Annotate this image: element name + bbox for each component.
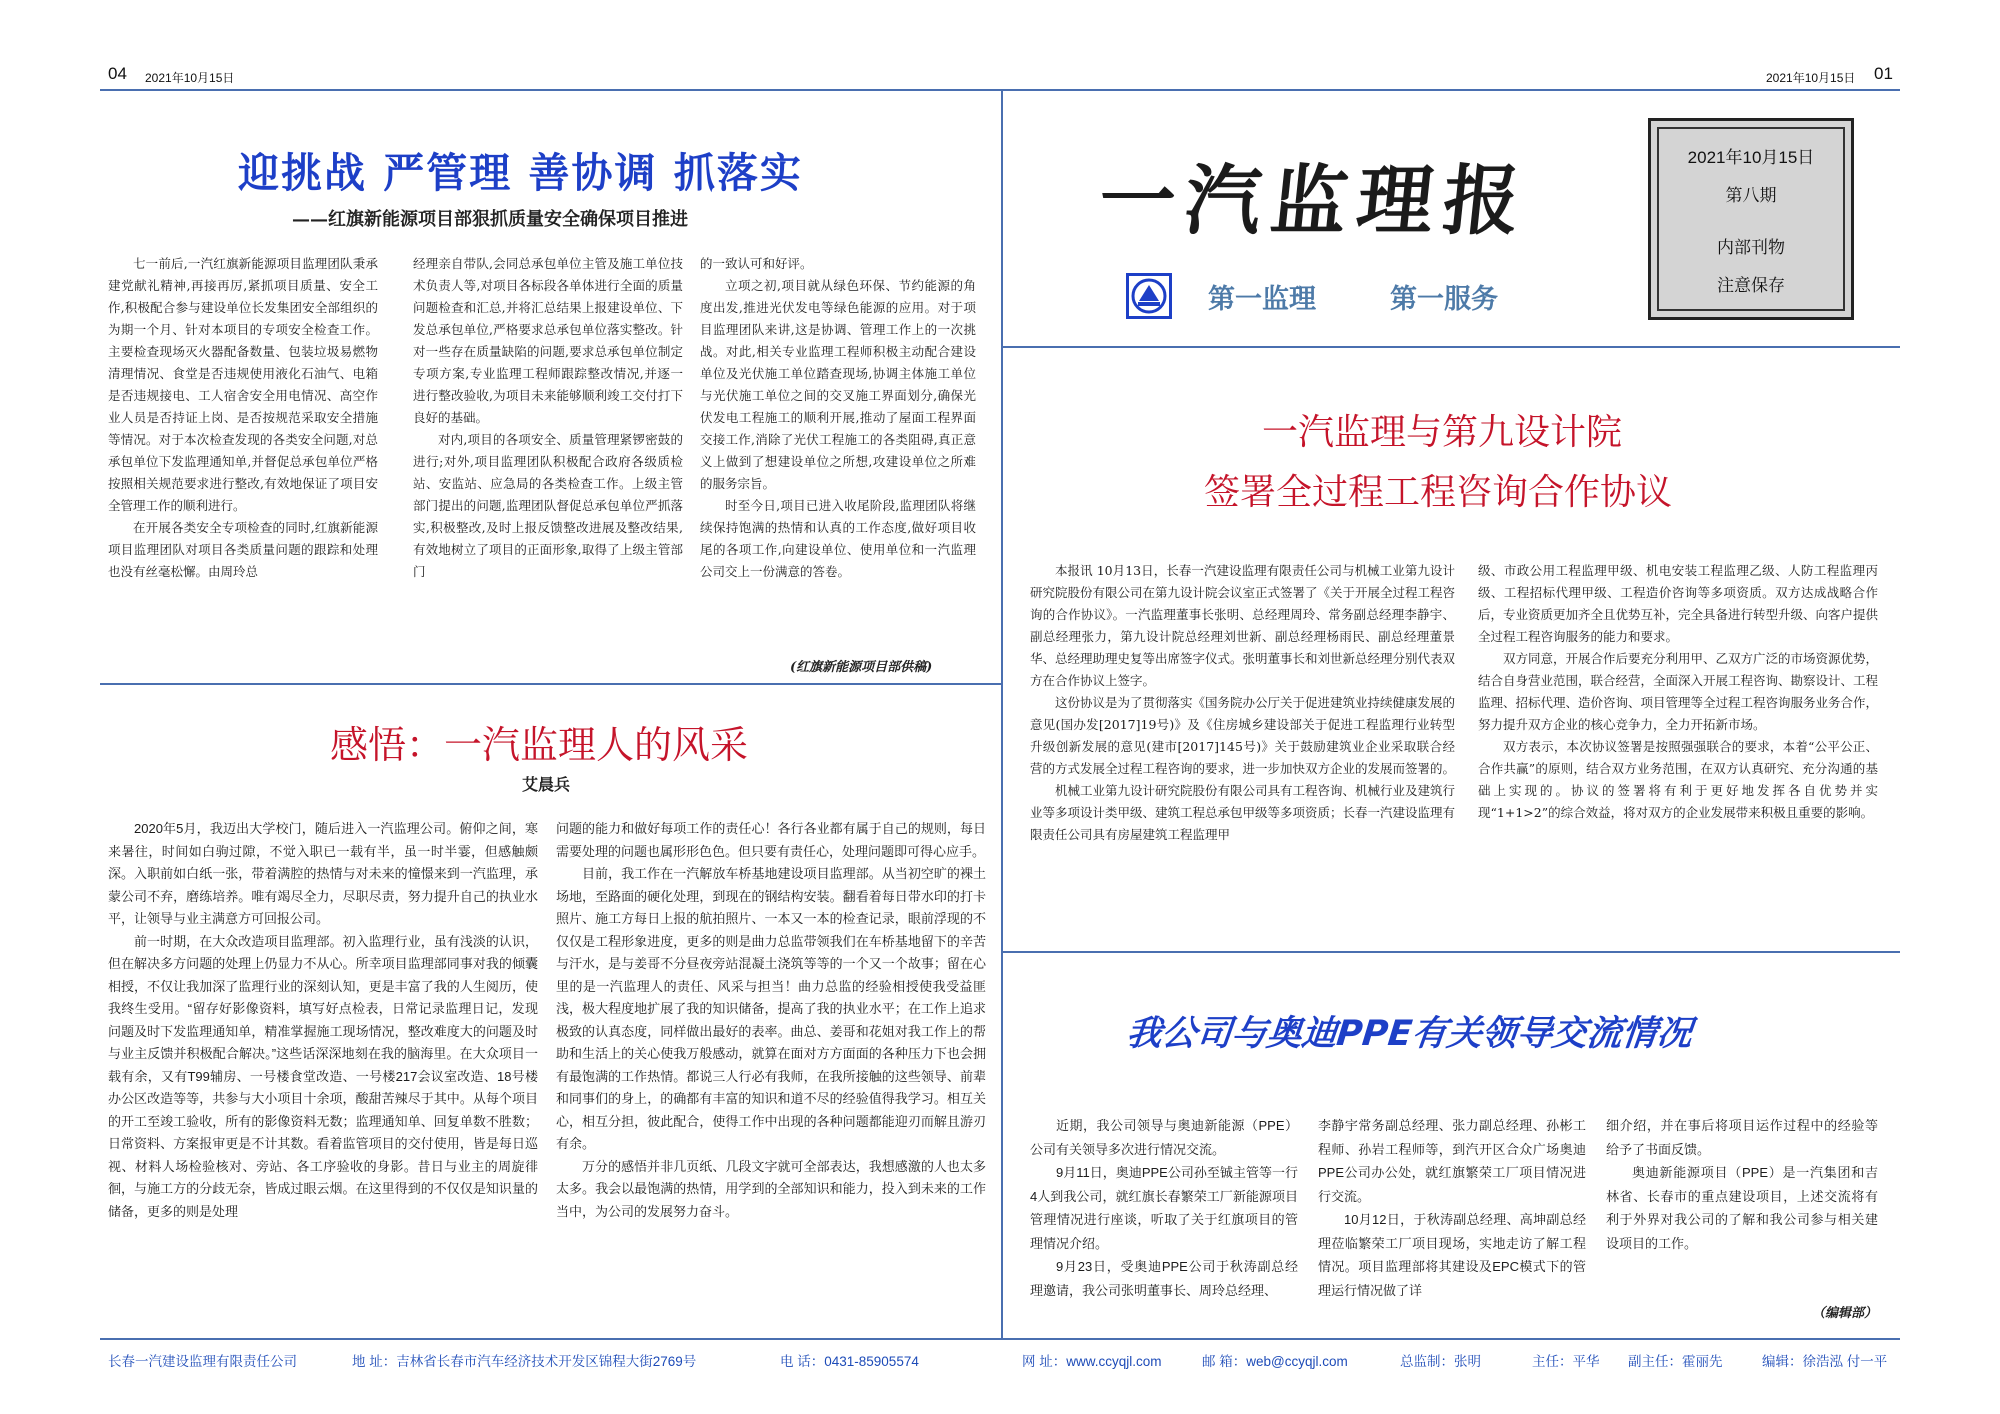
- footer-deputy-director: 副主任：霍丽先: [1628, 1354, 1723, 1369]
- keep-notice: 注意保存: [1717, 276, 1785, 295]
- footer-company: 长春一汽建设监理有限责任公司: [108, 1354, 297, 1369]
- article1-credit: (红旗新能源项目部供稿): [790, 660, 933, 675]
- footer-website: 网 址：www.ccyqjl.com: [1022, 1354, 1162, 1369]
- article4-paragraph: 细介绍，并在事后将项目运作过程中的经验等给予了书面反馈。: [1606, 1118, 1878, 1157]
- article1-paragraph: 经理亲自带队,会同总承包单位主管及施工单位技术负责人等,对项目各标段各单体进行全面的质量问题检查和汇总,并将汇总结果上报建设单位、下发总承包单位,严格要求总承包单位落实整改。针对一些存在质量缺陷的问题,要求总承包单位制定专项方案,专业监理工程师跟踪整改情况,并逐一进行整改验收,为项目未来能够顺利竣工交付打下良好的基础。: [413, 256, 683, 425]
- top-rule: [100, 89, 1900, 91]
- left-header-date: 2021年10月15日: [145, 71, 235, 85]
- article4-column-1: [1030, 1114, 1298, 1302]
- article3-paragraph: 机械工业第九设计研究院股份有限公司具有工程咨询、机械行业及建筑行业等多项设计类甲级、建筑工程总承包甲级等多项资质；长春一汽建设监理有限责任公司具有房屋建筑工程监理甲: [1030, 783, 1456, 842]
- article2-column-2: [556, 818, 986, 1223]
- article2-column-1: [108, 818, 538, 1223]
- article1-paragraph: 在开展各类安全专项检查的同时,红旗新能源项目监理团队对项目各类质量问题的跟踪和处理也没有丝毫松懈。由周玲总: [108, 520, 378, 579]
- slogan-1: 第一监理: [1208, 284, 1316, 315]
- article4-column-2: [1318, 1114, 1586, 1302]
- article3-paragraph: 双方表示，本次协议签署是按照强强联合的要求，本着“公平公正、合作共赢”的原则，结合双方业务范围，在双方认真研究、充分沟通的基础上实现的。协议的签署将有利于更好地发挥各自优势并实现“1+1>2”的综合效益，将对双方的企业发展带来积极且重要的影响。: [1478, 739, 1878, 820]
- article2-paragraph: 前一时期，在大众改造项目监理部。初入监理行业，虽有浅淡的认识，但在解决多方问题的处理上仍显力不从心。所幸项目监理部同事对我的倾囊相授，不仅让我加深了监理行业的深刻认知，更是丰富了我的人生阅历，使我终生受用。“留存好影像资料，填写好点检表，日常记录监理日记，发现问题及时下发监理通知单，精准掌握施工现场情况，整改难度大的问题及时与业主反馈并积极配合解决。”这些话深深地刻在我的脑海里。在大众项目一载有余，又有T99辅房、一号楼食堂改造、一号楼217会议室改造、18号楼办公区改造等等，共参与大小项目十余项，酸甜苦辣尽于其中。从每个项目的开工至竣工验收，所有的影像资料无数；监理通知单、回复单数不胜数；日常资料、方案报审更是不计其数。看着监管项目的交付使用，皆是每日巡视、材料人场检验核对、旁站、各工序验收的身影。昔日与业主的周旋徘徊，与施工方的分歧无奈，皆成过眼云烟。在这里得到的不仅仅是知识量的储备，更多的则是处理: [108, 933, 538, 1219]
- article1-column-3: [700, 253, 976, 583]
- article3-column-2: [1478, 560, 1878, 824]
- publication-type: 内部刊物: [1717, 238, 1785, 257]
- newspaper-masthead: 一汽监理报: [1094, 156, 1535, 245]
- footer-editors: 编辑：徐浩泓 付一平: [1762, 1354, 1888, 1369]
- article3-column-1: [1030, 560, 1455, 846]
- article1-paragraph: 七一前后,一汽红旗新能源项目监理团队秉承建党献礼精神,再接再厉,紧抓项目质量、安全工作,积极配合参与建设单位长发集团安全部组织的为期一个月、针对本项目的专项安全检查工作。主要检查现场灭火器配备数量、包装垃圾易燃物清理情况、食堂是否违规使用液化石油气、电箱是否违规接电、工人宿舍安全用电情况、高空作业人员是否持证上岗、是否按规范采取安全措施等情况。对于本次检查发现的各类安全问题,对总承包单位下发监理通知单,并督促总承包单位严格按照相关规范要求进行整改,有效地保证了项目安全管理工作的顺利进行。: [108, 256, 378, 513]
- issue-number: 第八期: [1725, 186, 1777, 205]
- footer-director: 主任：平华: [1532, 1354, 1600, 1369]
- article1-paragraph: 对内,项目的各项安全、质量管理紧锣密鼓的进行;对外,项目监理团队积极配合政府各级质检站、安监站、应急局的各类检查工作。上级主管部门提出的问题,监理团队督促总承包单位严抓落实,积极整改,及时上报反馈整改进展及整改结果,有效地树立了项目的正面形象,取得了上级主管部门: [413, 432, 683, 579]
- article4-paragraph: 奥迪新能源项目（PPE）是一汽集团和吉林省、长春市的重点建设项目，上述交流将有利于外界对我公司的了解和我公司参与相关建设项目的工作。: [1606, 1165, 1878, 1251]
- article4-paragraph: 近期，我公司领导与奥迪新能源（PPE）公司有关领导多次进行情况交流。: [1030, 1118, 1298, 1157]
- right-header-date: 2021年10月15日: [1766, 71, 1856, 85]
- article1-paragraph: 时至今日,项目已进入收尾阶段,监理团队将继续保持饱满的热情和认真的工作态度,做好项目收尾的各项工作,向建设单位、使用单位和一汽监理公司交上一份满意的答卷。: [700, 498, 976, 579]
- company-logo-icon: [1126, 273, 1172, 323]
- footer-editor-in-chief: 总监制：张明: [1400, 1354, 1481, 1369]
- article2-author: 艾晨兵: [522, 775, 571, 794]
- article4-column-3: [1606, 1114, 1878, 1255]
- article2-paragraph: 目前，我工作在一汽解放车桥基地建设项目监理部。从当初空旷的裸土场地，至路面的硬化处理，到现在的钢结构安装。翻看着每日带水印的打卡照片、施工方每日上报的航拍照片、一本又一本的检查记录，眼前浮现的不仅仅是工程形象进度，更多的则是曲力总监带领我们在车桥基地留下的辛苦与汗水，是与姜哥不分昼夜旁站混凝土浇筑等等的一个又一个故事；留在心里的是一汽监理人的责任、风采与担当！曲力总监的经验相授使我受益匪浅，极大程度地扩展了我的知识储备，提高了我的执业水平；在工作上追求极致的认真态度，同样做出最好的表率。曲总、姜哥和花姐对我工作上的帮助和生活上的关心使我万般感动，就算在面对方方面面的各种压力下也会拥有最饱满的工作热情。都说三人行必有我师，在我所接触的这些领导、前辈和同事们的身上，的确都有丰富的知识和道不尽的经验值得我学习。相互关心，相互分担，彼此配合，使得工作中出现的各种问题都能迎刃而解且游刃有余。: [556, 866, 986, 1151]
- article1-column-2: [413, 253, 683, 583]
- bottom-rule: [100, 1338, 1900, 1340]
- masthead-bottom-rule: [1001, 346, 1900, 348]
- article3-paragraph: 双方同意，开展合作后要充分利用甲、乙双方广泛的市场资源优势，结合自身营业范围，联合经营，全面深入开展工程咨询、勘察设计、工程监理、招标代理、造价咨询、项目管理等全过程工程咨询服务业务合作，努力提升双方企业的核心竞争力，全力开拓新市场。: [1478, 651, 1879, 732]
- article2-paragraph: 2020年5月，我迈出大学校门，随后进入一汽监理公司。俯仰之间，寒来暑往，时间如白驹过隙，不觉入职已一载有半，虽一时半霎，但感触颇深。入职前如白纸一张，带着满腔的热情与对未来的憧憬来到一汽监理，承蒙公司不弃，磨练培养。唯有竭尽全力，尽职尽责，努力提升自己的执业水平，让领导与业主满意方可回报公司。: [108, 821, 538, 926]
- article1-title: 迎挑战 严管理 善协调 抓落实: [238, 149, 803, 197]
- slogan-2: 第一服务: [1390, 284, 1498, 315]
- article2-title: 感悟：一汽监理人的风采: [330, 723, 749, 767]
- issue-date: 2021年10月15日: [1687, 148, 1815, 167]
- article4-title: 我公司与奥迪PPE有关领导交流情况: [1124, 1014, 1695, 1054]
- article1-subtitle: ——红旗新能源项目部狠抓质量安全确保项目推进: [292, 209, 688, 230]
- article2-paragraph: 问题的能力和做好每项工作的责任心！各行各业都有属于自己的规则，每日需要处理的问题也属形形色色。但只要有责任心，处理问题即可得心应手。: [556, 821, 986, 859]
- article4-credit: （编辑部）: [1812, 1306, 1878, 1321]
- article3-paragraph: 级、市政公用工程监理甲级、机电安装工程监理乙级、人防工程监理丙级、工程招标代理甲级、工程造价咨询等多项资质。双方达成战略合作后，专业资质更加齐全且优势互补，完全具备进行转型升级、向客户提供全过程工程咨询服务的能力和要求。: [1478, 563, 1879, 644]
- article4-paragraph: 李静宇常务副总经理、张力副总经理、孙彬工程师、孙岩工程师等，到汽开区合众广场奥迪PPE公司办公处，就红旗繁荣工厂项目情况进行交流。: [1318, 1118, 1586, 1204]
- issue-info-box: [1648, 118, 1854, 320]
- footer-address: 地 址：吉林省长春市汽车经济技术开发区锦程大街2769号: [352, 1354, 697, 1369]
- article4-paragraph: 10月12日，于秋涛副总经理、高坤副总经理莅临繁荣工厂项目现场，实地走访了解工程情况。项目监理部将其建设及EPC模式下的管理运行情况做了详: [1318, 1212, 1586, 1298]
- article1-paragraph: 立项之初,项目就从绿色环保、节约能源的角度出发,推进光伏发电等绿色能源的应用。对于项目监理团队来讲,这是协调、管理工作上的一次挑战。对此,相关专业监理工程师积极主动配合建设单位及光伏施工单位踏查现场,协调主体施工单位与光伏施工单位之间的交叉施工界面划分,确保光伏发电工程施工的顺利开展,推动了屋面工程界面交接工作,消除了光伏工程施工的各类阻碍,真正意义上做到了想建设单位之所想,攻建设单位之所难的服务宗旨。: [700, 278, 976, 491]
- article2-paragraph: 万分的感悟并非几页纸、几段文字就可全部表达，我想感激的人也太多太多。我会以最饱满的热情，用学到的全部知识和能力，投入到未来的工作当中，为公司的发展努力奋斗。: [556, 1158, 986, 1219]
- article3-paragraph: 这份协议是为了贯彻落实《国务院办公厅关于促进建筑业持续健康发展的意见(国办发[2017]19号)》及《住房城乡建设部关于促进工程监理行业转型升级创新发展的意见(建市[2017]145号)》关于鼓励建筑业企业采取联合经营的方式发展全过程工程咨询的要求，进一步加快双方企业的发展而签署的。: [1030, 695, 1456, 776]
- article1-column-1: [108, 253, 378, 583]
- footer-phone: 电 话：0431-85905574: [780, 1354, 919, 1369]
- article3-title-line1: 一汽监理与第九设计院: [1262, 412, 1623, 453]
- article4-paragraph: 9月11日，奥迪PPE公司孙至铖主管等一行4人到我公司，就红旗长春繁荣工厂新能源项目管理情况进行座谈，听取了关于红旗项目的管理情况介绍。: [1030, 1165, 1298, 1251]
- right-page-number: 01: [1874, 64, 1893, 83]
- page-divider: [1001, 89, 1003, 1339]
- article1-bottom-rule: [100, 683, 1001, 685]
- left-page-number: 04: [108, 64, 127, 83]
- article3-paragraph: 本报讯 10月13日，长春一汽建设监理有限责任公司与机械工业第九设计研究院股份有限公司在第九设计院会议室正式签署了《关于开展全过程工程咨询的合作协议》。一汽监理董事长张明、总经理周玲、常务副总经理李静宇、副总经理张力，第九设计院总经理刘世新、副总经理杨雨民、副总经理董景华、总经理助理史复等出席签字仪式。张明董事长和刘世新总经理分别代表双方在合作协议上签字。: [1030, 563, 1456, 688]
- article3-bottom-rule: [1001, 951, 1900, 953]
- article4-paragraph: 9月23日，受奥迪PPE公司于秋涛副总经理邀请，我公司张明董事长、周玲总经理、: [1030, 1259, 1298, 1298]
- article1-paragraph: 的一致认可和好评。: [700, 256, 813, 271]
- footer-email: 邮 箱：web@ccyqjl.com: [1202, 1354, 1348, 1369]
- article3-title-line2: 签署全过程工程咨询合作协议: [1204, 472, 1673, 513]
